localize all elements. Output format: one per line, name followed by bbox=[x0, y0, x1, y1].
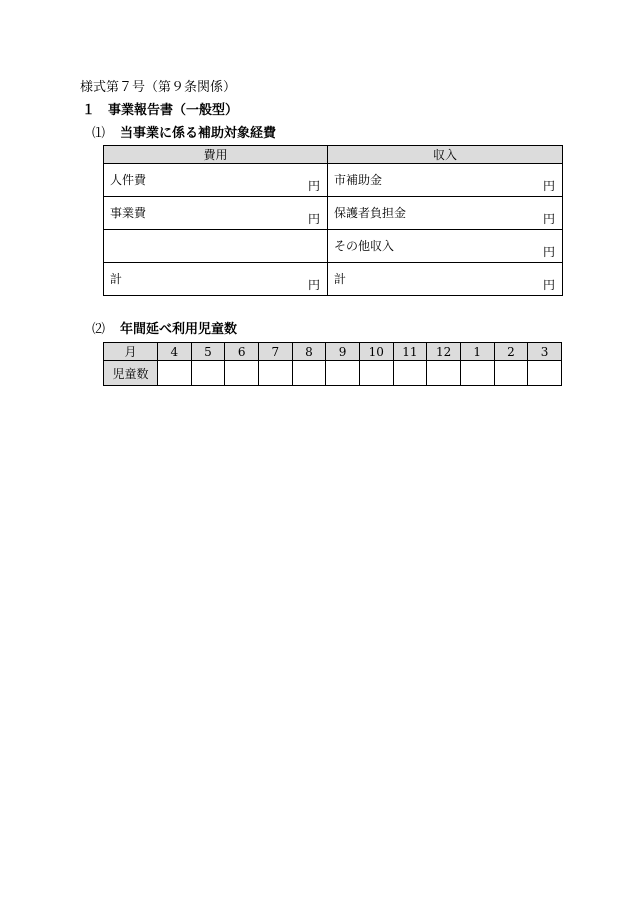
yen-unit: 円 bbox=[542, 245, 555, 259]
expense-cell[interactable] bbox=[104, 164, 328, 197]
children-count-cell[interactable] bbox=[326, 361, 360, 386]
month-cell: 10 bbox=[359, 343, 393, 361]
children-count-row bbox=[104, 361, 562, 386]
section-heading bbox=[82, 103, 238, 119]
yen-unit: 円 bbox=[307, 278, 320, 292]
children-count-cell[interactable] bbox=[494, 361, 528, 386]
income-label: 市補助金 bbox=[334, 173, 383, 187]
cost-total-row bbox=[104, 263, 563, 296]
children-count-cell[interactable] bbox=[528, 361, 562, 386]
children-count-cell[interactable] bbox=[460, 361, 494, 386]
cost-row bbox=[104, 197, 563, 230]
children-count-cell[interactable] bbox=[225, 361, 259, 386]
month-cell: 6 bbox=[225, 343, 259, 361]
month-header-row bbox=[104, 343, 562, 361]
children-count-cell[interactable] bbox=[393, 361, 427, 386]
yen-unit: 円 bbox=[307, 212, 320, 226]
expense-cell[interactable] bbox=[104, 197, 328, 230]
form-number: 様式第７号（第９条関係） bbox=[80, 80, 237, 95]
expense-header: 費用 bbox=[104, 146, 328, 164]
expense-cell-empty[interactable] bbox=[104, 230, 328, 263]
yen-unit: 円 bbox=[542, 212, 555, 226]
income-total-cell[interactable] bbox=[328, 263, 563, 296]
income-header: 収入 bbox=[328, 146, 563, 164]
subsection-title-children: 年間延べ利用児童数 bbox=[120, 322, 238, 337]
income-cell[interactable] bbox=[328, 164, 563, 197]
month-cell: 12 bbox=[427, 343, 461, 361]
children-count-cell[interactable] bbox=[292, 361, 326, 386]
section-number: １ bbox=[82, 103, 96, 118]
children-count-cell[interactable] bbox=[191, 361, 225, 386]
month-cell: 5 bbox=[191, 343, 225, 361]
subsection-number-children: ⑵ bbox=[92, 322, 106, 337]
month-header: 月 bbox=[104, 343, 158, 361]
children-count-cell[interactable] bbox=[158, 361, 192, 386]
income-label: 保護者負担金 bbox=[334, 206, 407, 220]
month-cell: 9 bbox=[326, 343, 360, 361]
yen-unit: 円 bbox=[307, 179, 320, 193]
children-count-cell[interactable] bbox=[427, 361, 461, 386]
cost-table bbox=[103, 145, 563, 296]
subsection-heading-children bbox=[92, 322, 237, 338]
expense-total-cell[interactable] bbox=[104, 263, 328, 296]
month-cell: 11 bbox=[393, 343, 427, 361]
children-count-label: 児童数 bbox=[104, 361, 158, 386]
expense-label: 人件費 bbox=[110, 173, 147, 187]
month-cell: 3 bbox=[528, 343, 562, 361]
cost-table-header-row bbox=[104, 146, 563, 164]
cost-row bbox=[104, 164, 563, 197]
income-cell[interactable] bbox=[328, 230, 563, 263]
month-cell: 7 bbox=[258, 343, 292, 361]
income-cell[interactable] bbox=[328, 197, 563, 230]
children-count-cell[interactable] bbox=[359, 361, 393, 386]
expense-total-label: 計 bbox=[110, 272, 123, 286]
yen-unit: 円 bbox=[542, 278, 555, 292]
cost-row bbox=[104, 230, 563, 263]
income-total-label: 計 bbox=[334, 272, 347, 286]
subsection-number-costs: ⑴ bbox=[92, 126, 106, 141]
children-count-cell[interactable] bbox=[258, 361, 292, 386]
subsection-title-costs: 当事業に係る補助対象経費 bbox=[120, 126, 277, 141]
expense-label: 事業費 bbox=[110, 206, 147, 220]
month-cell: 2 bbox=[494, 343, 528, 361]
children-count-table bbox=[103, 342, 562, 386]
subsection-heading-costs bbox=[92, 126, 276, 142]
month-cell: 4 bbox=[158, 343, 192, 361]
month-cell: 1 bbox=[460, 343, 494, 361]
month-cell: 8 bbox=[292, 343, 326, 361]
section-title: 事業報告書（一般型） bbox=[108, 103, 239, 118]
income-label: その他収入 bbox=[334, 239, 395, 253]
yen-unit: 円 bbox=[542, 179, 555, 193]
